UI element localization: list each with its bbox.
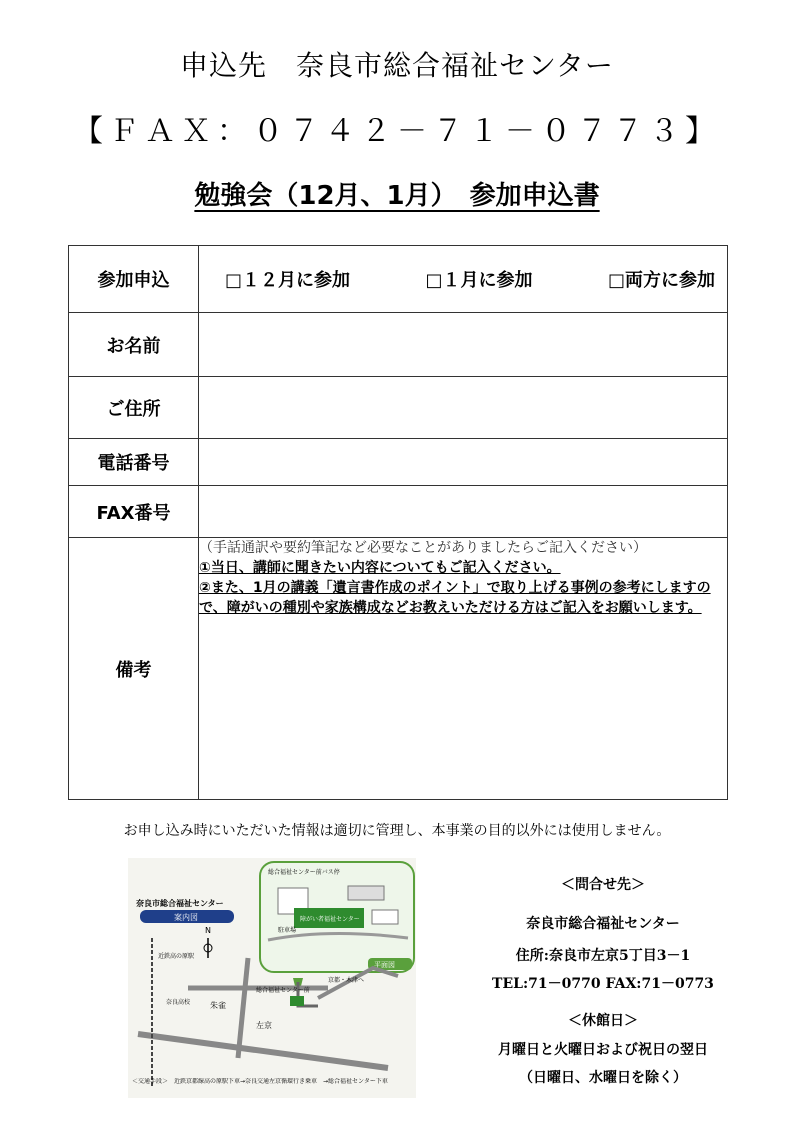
map-road-north	[238, 958, 248, 1058]
facility-label: 障がい者福祉センター	[300, 916, 360, 923]
form-row-name	[69, 313, 728, 377]
fax-number-line: 【ＦＡＸ：０７４２－７１－０７７３】	[73, 114, 721, 149]
map-title: 奈良市総合福祉センター	[136, 899, 224, 908]
form-row-participation	[69, 246, 728, 313]
participation-options	[199, 246, 728, 313]
map-badge-label: 案内図	[174, 913, 198, 922]
access-map	[128, 858, 416, 1098]
closed-days: 月曜日と火曜日および祝日の翌日	[498, 1042, 708, 1058]
map-drawing	[128, 858, 416, 1098]
label-remarks: 備考	[69, 538, 199, 800]
checkbox-january[interactable]: □１月に参加	[425, 270, 533, 291]
remarks-item-1: ①当日、講師に聞きたい内容についてもご記入ください。	[199, 560, 561, 576]
parking-label: 駐車場	[278, 927, 297, 934]
contact-phone: TEL:71－0770 FAX:71－0773	[492, 976, 714, 992]
label-phone: 電話番号	[69, 439, 199, 486]
closed-heading: ＜休館日＞	[568, 1013, 638, 1029]
remarks-intro: （手話通訳や要約筆記など必要なことがありましたらご記入ください）	[199, 540, 647, 556]
address-field[interactable]	[199, 377, 728, 439]
privacy-note: お申し込み時にいただいた情報は適切に管理し、本事業の目的以外には使用しません。	[123, 823, 671, 839]
bus-stop-label: 総合福祉センター前バス停	[268, 869, 340, 876]
map-road-main	[138, 1034, 388, 1068]
form-title	[0, 175, 794, 212]
building-block-3	[372, 910, 398, 924]
checkbox-december[interactable]: □１２月に参加	[225, 270, 351, 291]
label-address: ご住所	[69, 377, 199, 439]
label-name: お名前	[69, 313, 199, 377]
contact-org: 奈良市総合福祉センター	[526, 916, 680, 932]
fax-field[interactable]	[199, 486, 728, 538]
form-row-remarks	[69, 538, 728, 800]
center-marker	[290, 996, 304, 1006]
label-fax: FAX番号	[69, 486, 199, 538]
phone-field[interactable]	[199, 439, 728, 486]
label-participation: 参加申込	[69, 246, 199, 313]
form-row-address	[69, 377, 728, 439]
name-field[interactable]	[199, 313, 728, 377]
form-row-fax	[69, 486, 728, 538]
remarks-item-2: ②また、1月の講義「遺言書作成のポイント」で取り上げる事例の参考にしますので、障がいの種別や家族構成などお教えいただける方はご記入をお願いします。	[199, 580, 711, 616]
area-label-sakyo: 左京	[256, 1021, 272, 1030]
remarks-field[interactable]	[199, 538, 728, 800]
center-label: 総合福祉センター前	[256, 987, 310, 994]
contact-address: 住所:奈良市左京5丁目3－1	[515, 948, 691, 964]
closed-note: （日曜日、水曜日を除く）	[519, 1070, 687, 1086]
plan-badge-label: 平面図	[374, 961, 395, 969]
contact-heading: ＜問合せ先＞	[561, 877, 645, 893]
destination-line: 申込先 奈良市総合福祉センター	[180, 49, 614, 82]
compass-north-label: N	[205, 926, 211, 935]
form-row-phone	[69, 439, 728, 486]
application-form-table	[68, 245, 728, 800]
access-note: ＜交通手段＞ 近鉄京都線高の原駅下車→奈良交通左京循環行き乗車 →総合福祉センター下車	[132, 1078, 388, 1085]
area-label-suzaku: 朱雀	[210, 1001, 226, 1010]
form-title-text: 勉強会（12月、1月） 参加申込書	[194, 181, 600, 211]
checkbox-both[interactable]: □両方に参加	[607, 270, 715, 291]
school-label: 奈良高校	[166, 999, 191, 1006]
building-block-2	[348, 886, 384, 900]
road-label-kyoto: 京都・木津へ	[328, 977, 365, 984]
station-label: 近鉄高の原駅	[158, 953, 195, 960]
